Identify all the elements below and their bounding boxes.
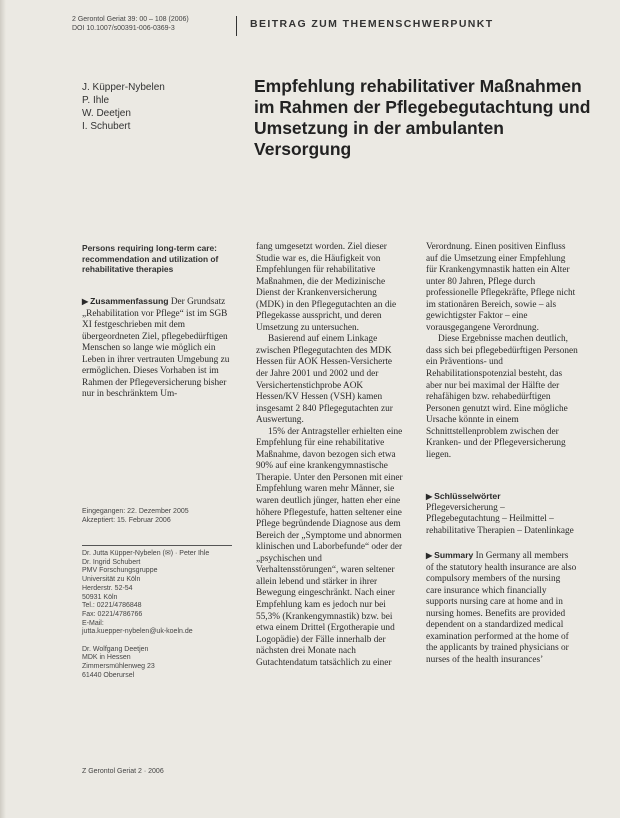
summary-text: In Germany all members of the statutory health insurance are also compulsory members of the nursing care insurance which financially supports nursing care at home and in nursing homes. Benefits are provided dependent on a standardized medical examination performed at the home of the applicants by trained physicians or nurses of the health insurances’ [426,551,577,665]
paragraph: Basierend auf einem Linkage zwischen Pflegegutachten des MDK Hessen für AOK Hessen-Versicherte der Jahre 2001 und 2002 und der Versichertenstichprobe AOK Hessen/KV Hessen (VSH) kamen insgesamt 2 840 Pflegegutachten zur Auswertung. [256,334,393,426]
address-line [82,637,232,646]
keywords-label: Schlüsselwörter [434,491,501,501]
journal-citation-line1: 2 Gerontol Geriat 39: 00 – 108 (2006) [72,16,189,23]
address-line: Dr. Jutta Küpper-Nybelen (✉) · Peter Ihle [82,550,210,557]
journal-citation-line2: DOI 10.1007/s00391-006-0369-3 [72,24,175,32]
triangle-bullet-icon: ▶ [82,297,89,306]
summary-label: Summary [434,550,474,560]
zusammenfassung-heading [82,296,168,306]
page-footer: Z Gerontol Geriat 2 · 2006 [82,768,164,775]
article-title: Empfehlung rehabilitativer Maßnahmen im Rahmen der Pflegebegutachtung und Umsetzung in der ambulanten Versorgung [254,76,591,159]
address-line: 50931 Köln [82,593,118,601]
section-heading: BEITRAG ZUM THEMENSCHWERPUNKT [250,18,494,30]
english-title: Persons requiring long-term care: recommendation and utilization of rehabilitative therapies [82,243,219,274]
keywords-text: Pflegeversicherung – Pflegebegutachtung – Heilmittel – rehabilitative Therapien – Datenlinkage [426,502,574,536]
author: I. Schubert [82,121,131,132]
scan-edge-shadow [0,0,6,818]
address-line: jutta.kuepper-nybelen@uk-koeln.de [82,628,193,636]
address-separator [82,545,232,546]
received-dates [82,508,232,525]
zusammenfassung-label: Zusammenfassung [90,296,169,306]
triangle-bullet-icon: ▶ [426,551,433,560]
address-line: Herderstr. 52-54 [82,584,133,592]
summary-heading [426,550,473,560]
summary-block [426,550,578,666]
address-line: Fax: 0221/4786766 [82,610,143,618]
address-line: Dr. Ingrid Schubert [82,558,141,566]
address-line: 61440 Oberursel [82,671,135,679]
header-divider [236,16,237,36]
paragraph: Verordnung. Einen positiven Einfluss auf die Umsetzung einer Empfehlung für Krankengymnastik hatten ein Alter unter 80 Jahren, Pflege durch professionelle Pflegekräfte, Pflege nicht im stationären Bereich, sowie – als gewichtigster Faktor – eine vorausgegangene Verordnung. [426,242,576,333]
correspondence-address [82,550,232,681]
journal-citation [72,16,189,33]
author: P. Ihle [82,95,110,106]
accepted-date: Akzeptiert: 15. Februar 2006 [82,516,171,524]
zusammenfassung-text: Der Grundsatz „Rehabilitation vor Pflege“ ist im SGB XI festgeschrieben mit dem übergeordneten Ziel, pflegebedürftigen Menschen so lange wie möglich ein Leben in ihrer vertrauten Umgebung zu ermöglichen. Dieses Vorhaben ist im Rahmen der Pflegeversicherung bisher nur in beschränktem Um- [82,297,230,400]
address-line: PMV Forschungsgruppe [82,567,158,575]
address-line: Zimmersmühlenweg 23 [82,663,155,671]
address-line: MDK in Hessen [82,654,131,662]
paragraph: Diese Ergebnisse machen deutlich, dass sich bei pflegebedürftigen Personen ein Präventions- und Rehabilitationspotenzial besteht, das aber nur bei maximal der Hälfte der rehafähigen bzw. rehabedürftigen Personen genutzt wird. Eine mögliche Ursache könnte in einem Schnittstellenproblem zwischen der Kranken- und der Pflegeversicherung liegen. [426,334,578,460]
keywords-heading [426,491,578,503]
paragraph: fang umgesetzt worden. Ziel dieser Studie war es, die Häufigkeit von Empfehlungen für rehabilitative Maßnahmen, die der Medizinische Dienst der Krankenversicherung (MDK) in den Pflegegutachten an die Pflegekasse ausspricht, und deren Umsetzung zu untersuchen. [256,242,397,333]
author-list [82,81,165,133]
triangle-bullet-icon: ▶ [426,492,433,501]
abstract-column-3 [426,242,578,461]
author: W. Deetjen [82,108,131,119]
author: J. Küpper-Nybelen [82,82,165,93]
received-date: Eingegangen: 22. Dezember 2005 [82,508,189,515]
address-line: Dr. Wolfgang Deetjen [82,645,149,653]
abstract-column-1 [82,296,232,401]
keywords-block [426,491,578,537]
address-line: E-Mail: [82,619,104,627]
abstract-column-2 [256,242,406,669]
address-line: Tel.: 0221/4786848 [82,602,142,610]
address-line: Universität zu Köln [82,576,141,584]
paragraph: 15% der Antragsteller erhielten eine Empfehlung für eine rehabilitative Maßnahme, davon bezogen sich etwa 90% auf eine krankengymnastische Therapie. Unter den Personen mit einer Empfehlung waren mehr Männer, sie waren deutlich jünger, hatten eher eine höhere Pflegestufe, hatten seltener eine Pflege begründende Diagnose aus dem Bereich der „Symptome und abnormen klinischen und Laborbefunde“ oder der „psychischen und Verhaltensstörungen“, waren seltener allein lebend und stärker in ihrer Bewegung eingeschränkt. Nach einer Empfehlung kam es jedoch nur bei 55,3% (Krankengymnastik) bzw. bei etwa einem Drittel (Ergotherapie und Logopädie) der Fälle innerhalb der nächsten drei Monate nach Gutachtendatum tatsächlich zu einer [256,426,403,668]
